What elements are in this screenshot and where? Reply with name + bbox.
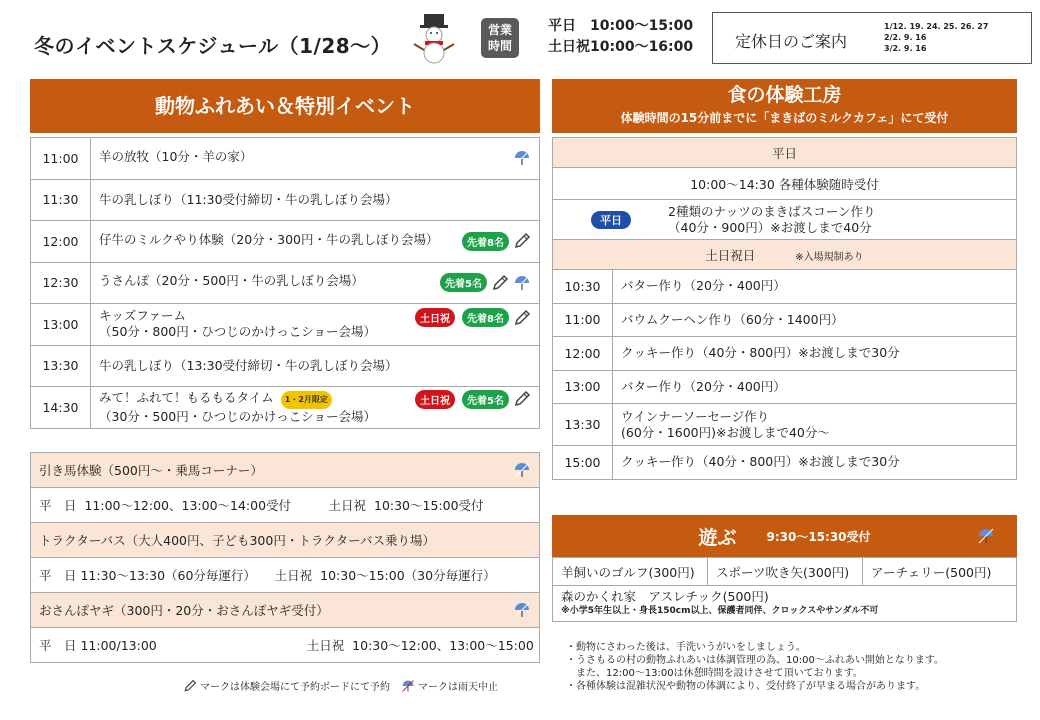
food-weekday-label: 平日 xyxy=(553,138,1017,168)
pencil-icon xyxy=(513,232,531,250)
athletic-note: ※小学5年生以上・身長150cm以上、保護者同伴、クロックスやサンダル不可 xyxy=(561,605,879,616)
pencil-icon xyxy=(491,274,509,292)
scone-title: 2種類のナッツのまきばスコーン作り xyxy=(668,203,876,219)
umbrella-icon xyxy=(977,527,995,545)
ride-title: 引き馬体験（500円～・乗馬コーナー） xyxy=(39,463,263,478)
event-icons xyxy=(412,308,531,327)
ride-detail: 平 日 11:30～13:30（60分毎運行） 土日祝 10:30～15:00（30分毎運行） xyxy=(31,558,540,593)
ride-title: トラクターバス（大人400円、子ども300円・トラクターバス乗り場） xyxy=(39,533,435,548)
business-hours xyxy=(548,16,693,58)
golf-item: 羊飼いのゴルフ(300円) xyxy=(553,558,708,586)
table-row xyxy=(31,304,540,346)
closed-days-title: 定休日のご案内 xyxy=(735,32,848,51)
event-desc-cell xyxy=(91,179,540,221)
hours-badge-line1: 営業 xyxy=(487,23,512,37)
table-row xyxy=(553,303,1017,337)
animal-table xyxy=(30,137,540,429)
table-row xyxy=(553,446,1017,480)
event-desc: 牛の乳しぼり（13:30受付締切・牛の乳しぼり会場） xyxy=(99,357,398,373)
event-desc: うさんぽ（20分・500円・牛の乳しぼり会場） xyxy=(99,273,364,289)
event-desc: キッズファーム xyxy=(99,308,187,324)
umbrella-icon xyxy=(513,601,531,619)
workshop-time: 13:30 xyxy=(553,404,613,446)
ride-detail: 平 日 11:00/13:00 土日祝 10:30～12:00、13:00～15:00 xyxy=(31,628,540,663)
tag-badge: 土日祝 xyxy=(415,390,455,409)
play-hours: 9:30～15:30受付 xyxy=(766,529,871,544)
table-row xyxy=(31,221,540,263)
closed-dates-mar: 3/2. 9. 16 xyxy=(884,44,927,53)
workshop-desc: クッキー作り（40分・800円）※お渡しまで30分 xyxy=(621,345,900,361)
event-icons xyxy=(459,232,531,251)
workshop-desc-cell xyxy=(613,303,1017,337)
table-row xyxy=(31,179,540,221)
rides-table xyxy=(30,452,540,663)
note-line: ・うさもるの村の動物ふれあいは体調管理の為、10:00～ふれあい開始となります。 xyxy=(566,655,945,666)
table-row xyxy=(553,337,1017,371)
table-row xyxy=(31,387,540,429)
play-heading: 遊ぶ xyxy=(698,526,737,549)
table-row xyxy=(553,270,1017,304)
fukiya-item: スポーツ吹き矢(300円) xyxy=(708,558,863,586)
closed-dates-jan: 1/12. 19. 24. 25. 26. 27 xyxy=(884,22,989,31)
event-icons xyxy=(437,273,531,292)
ride-title-cell xyxy=(31,593,540,628)
workshop-time: 10:30 xyxy=(553,270,613,304)
event-desc-cell xyxy=(91,138,540,180)
event-time: 14:30 xyxy=(31,387,91,429)
limited-badge: 1・2月限定 xyxy=(281,391,332,409)
workshop-desc-cell xyxy=(613,370,1017,404)
event-desc-cell xyxy=(91,345,540,387)
notes xyxy=(566,641,944,693)
ride-detail-row xyxy=(31,488,540,523)
event-time: 12:00 xyxy=(31,221,91,263)
food-heading-bar xyxy=(552,79,1017,133)
food-table xyxy=(552,137,1017,480)
ride-detail-row xyxy=(31,628,540,663)
ride-icons xyxy=(513,461,531,479)
food-weekday-item xyxy=(553,200,1017,240)
workshop-desc: バウムクーヘン作り（60分・1400円） xyxy=(621,311,844,327)
note-line: また、12:00～13:00は休憩時間を設けさせて頂いております。 xyxy=(566,668,863,679)
ride-detail-row xyxy=(31,558,540,593)
workshop-time: 12:00 xyxy=(553,337,613,371)
workshop-time: 13:00 xyxy=(553,370,613,404)
food-weekday-info: 10:00～14:30 各種体験随時受付 xyxy=(553,168,1017,200)
workshop-desc-cell xyxy=(613,337,1017,371)
legend xyxy=(183,678,498,693)
umbrella-icon xyxy=(401,679,415,693)
workshop-desc: バター作り（20分・400円） xyxy=(621,278,786,294)
ride-detail: 平 日 11:00～12:00、13:00～14:00受付 土日祝 10:30～15:00受付 xyxy=(31,488,540,523)
hours-badge xyxy=(481,18,519,58)
pencil-icon xyxy=(183,679,197,693)
closed-dates-feb: 2/2. 9. 16 xyxy=(884,33,927,42)
legend-umbrella-text: マークは雨天中止 xyxy=(418,682,498,693)
table-row xyxy=(31,138,540,180)
play-table xyxy=(552,557,1017,622)
ride-title-cell xyxy=(31,453,540,488)
page-title: 冬のイベントスケジュール（1/28～） xyxy=(34,34,392,58)
pencil-icon xyxy=(513,309,531,327)
workshop-desc: バター作り（20分・400円） xyxy=(621,378,786,394)
note-line: ・各種体験は混雑状況や動物の体調により、受付終了が早まる場合があります。 xyxy=(566,681,926,692)
workshop-desc2: (60分・1600円)※お渡しまで40分～ xyxy=(621,424,830,440)
food-heading: 食の体験工房 xyxy=(727,84,842,106)
table-row xyxy=(31,345,540,387)
snowman-icon xyxy=(410,12,458,64)
workshop-desc: クッキー作り（40分・800円）※お渡しまで30分 xyxy=(621,454,900,470)
event-time: 11:00 xyxy=(31,138,91,180)
food-weekend-label-cell xyxy=(553,240,1017,270)
event-desc: 羊の放牧（10分・羊の家） xyxy=(99,149,253,165)
tag-badge: 先着5名 xyxy=(462,390,509,409)
table-row xyxy=(553,370,1017,404)
workshop-desc: ウインナーソーセージ作り xyxy=(621,408,770,424)
tag-badge: 先着8名 xyxy=(462,308,509,327)
table-row xyxy=(31,262,540,304)
workshop-time: 11:00 xyxy=(553,303,613,337)
archery-item: アーチェリー(500円) xyxy=(863,558,1017,586)
weekday-badge: 平日 xyxy=(591,211,631,229)
umbrella-icon xyxy=(513,149,531,167)
scone-detail: （40分・900円）※お渡しまで40分 xyxy=(668,219,872,235)
umbrella-icon xyxy=(513,461,531,479)
closed-days-list xyxy=(884,21,988,54)
pencil-icon xyxy=(513,390,531,408)
table-row xyxy=(553,404,1017,446)
event-desc2: （30分・500円・ひつじのかけっこショー会場） xyxy=(99,408,377,424)
workshop-desc-cell xyxy=(613,270,1017,304)
ride-title: おさんぽヤギ（300円・20分・おさんぽヤギ受付） xyxy=(39,603,329,618)
event-desc-cell xyxy=(91,221,540,263)
food-weekend-label: 土日祝日 xyxy=(705,247,756,263)
note-line: ・動物にさわった後は、手洗いうがいをしましょう。 xyxy=(566,642,806,653)
ride-title-row xyxy=(31,593,540,628)
umbrella-icon xyxy=(513,274,531,292)
workshop-time: 15:00 xyxy=(553,446,613,480)
event-desc: 仔牛のミルクやり体験（20分・300円・牛の乳しぼり会場） xyxy=(99,231,439,247)
hours-weekend: 土日祝10:00～16:00 xyxy=(548,39,694,55)
tag-badge: 土日祝 xyxy=(415,308,455,327)
event-desc-cell xyxy=(91,304,540,346)
event-icons xyxy=(513,149,531,167)
event-time: 13:00 xyxy=(31,304,91,346)
event-desc-cell xyxy=(91,387,540,429)
event-time: 11:30 xyxy=(31,179,91,221)
athletic-item xyxy=(553,586,1017,622)
tag-badge: 先着8名 xyxy=(462,232,509,251)
play-heading-bar xyxy=(552,515,1017,557)
workshop-desc-cell xyxy=(613,404,1017,446)
event-desc-cell xyxy=(91,262,540,304)
tag-badge: 先着5名 xyxy=(440,273,487,292)
athletic-title: 森のかくれ家 アスレチック(500円) xyxy=(561,588,769,604)
animal-heading: 動物ふれあい＆特別イベント xyxy=(30,79,540,133)
hours-weekday: 平日 10:00～15:00 xyxy=(548,18,694,34)
closed-days-box xyxy=(712,12,1032,64)
legend-pen-text: マークは体験会場にて予約ボードにて予約 xyxy=(200,682,390,693)
food-subheading: 体験時間の15分前までに「まきばのミルクカフェ」にて受付 xyxy=(620,111,949,125)
event-desc2: （50分・800円・ひつじのかけっこショー会場） xyxy=(99,324,377,340)
event-time: 12:30 xyxy=(31,262,91,304)
food-weekend-note: ※入場規制あり xyxy=(795,251,864,263)
event-desc: 牛の乳しぼり（11:30受付締切・牛の乳しぼり会場） xyxy=(99,191,398,207)
event-desc: みて！ふれて！もるもるタイム xyxy=(99,389,274,405)
ride-title-cell xyxy=(31,523,540,558)
workshop-desc-cell xyxy=(613,446,1017,480)
event-icons xyxy=(412,390,531,409)
event-time: 13:30 xyxy=(31,345,91,387)
ride-title-row xyxy=(31,453,540,488)
hours-badge-line2: 時間 xyxy=(487,39,512,53)
ride-icons xyxy=(513,601,531,619)
ride-title-row xyxy=(31,523,540,558)
